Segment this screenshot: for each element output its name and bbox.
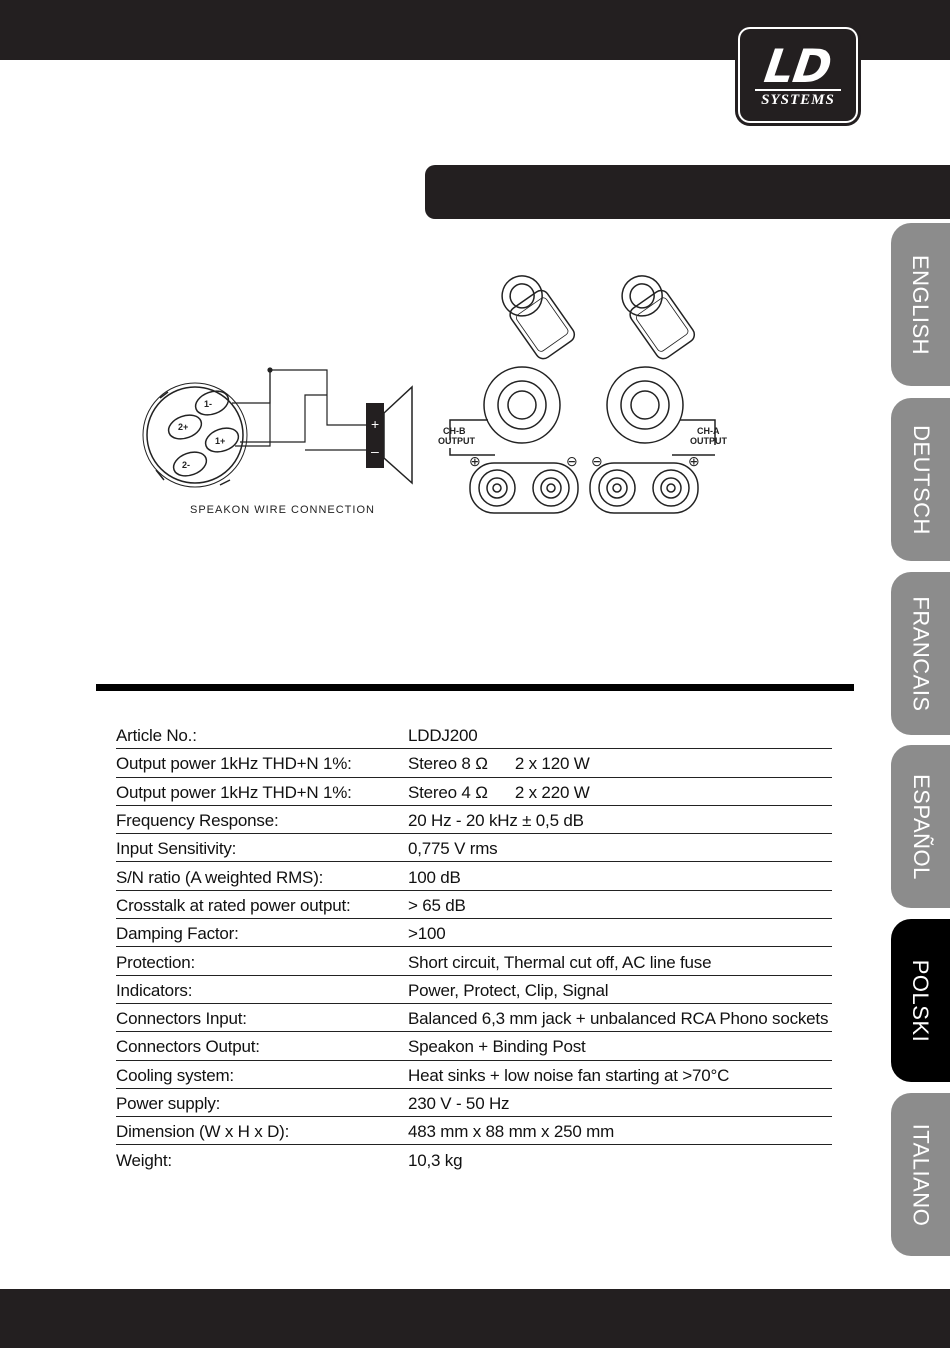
spec-value: 100 dB bbox=[408, 867, 461, 887]
bottom-footer-bar bbox=[0, 1289, 950, 1348]
ch-a-label: CH-A bbox=[697, 426, 720, 436]
spec-label: Cooling system: bbox=[116, 1065, 234, 1085]
speaker-minus: – bbox=[371, 443, 379, 459]
pin-1-minus: 1- bbox=[204, 399, 213, 409]
wiring bbox=[232, 368, 368, 450]
table-row bbox=[116, 1089, 832, 1117]
logo-main-text: LD bbox=[761, 38, 835, 93]
spec-label: Connectors Input: bbox=[116, 1009, 247, 1029]
table-row bbox=[116, 947, 832, 975]
tab-label: ESPAÑOL bbox=[908, 773, 934, 880]
table-row bbox=[116, 1004, 832, 1032]
logo-sub-text: SYSTEMS bbox=[755, 89, 841, 108]
spec-value: 10,3 kg bbox=[408, 1150, 463, 1170]
rear-panel-illustration bbox=[450, 270, 715, 513]
spec-label: Article No.: bbox=[116, 726, 197, 746]
ch-b-output-label: OUTPUT bbox=[438, 436, 475, 446]
tab-english[interactable] bbox=[891, 223, 950, 386]
tab-label: DEUTSCH bbox=[908, 424, 934, 535]
table-row bbox=[116, 749, 832, 777]
spec-label: Protection: bbox=[116, 952, 196, 972]
speaker-illustration bbox=[366, 387, 412, 483]
spec-label: Power supply: bbox=[116, 1094, 221, 1113]
table-row bbox=[116, 806, 832, 834]
spec-label: Crosstalk at rated power output: bbox=[116, 895, 351, 915]
spec-value: Power, Protect, Clip, Signal bbox=[408, 980, 609, 1000]
pin-2-plus: 2+ bbox=[178, 422, 189, 432]
table-row bbox=[116, 1061, 832, 1089]
spec-label: Frequency Response: bbox=[116, 811, 279, 831]
pin-2-minus: 2- bbox=[182, 460, 191, 470]
spec-value: 230 V - 50 Hz bbox=[408, 1094, 510, 1113]
table-row bbox=[116, 891, 832, 919]
spec-label: S/N ratio (A weighted RMS): bbox=[116, 867, 324, 887]
tab-label: ITALIANO bbox=[908, 1123, 934, 1226]
table-row bbox=[116, 1032, 832, 1060]
table-row bbox=[116, 721, 832, 749]
spec-label: Damping Factor: bbox=[116, 924, 239, 944]
tab-polski[interactable] bbox=[891, 919, 950, 1082]
spec-label: Weight: bbox=[116, 1150, 172, 1170]
tab-label: FRANCAIS bbox=[908, 595, 934, 712]
tab-espanol[interactable] bbox=[891, 745, 950, 908]
section-title-bar bbox=[425, 165, 950, 219]
diagram-caption: SPEAKON WIRE CONNECTION bbox=[190, 504, 375, 516]
spec-value: Short circuit, Thermal cut off, AC line fuse bbox=[408, 952, 712, 972]
spec-value: 483 mm x 88 mm x 250 mm bbox=[408, 1122, 615, 1142]
tab-deutsch[interactable] bbox=[891, 398, 950, 561]
spec-value: LDDJ200 bbox=[408, 726, 478, 746]
spec-label: Output power 1kHz THD+N 1%: bbox=[116, 754, 352, 774]
table-row bbox=[116, 862, 832, 890]
table-row bbox=[116, 1145, 832, 1172]
tab-label: ENGLISH bbox=[908, 254, 934, 355]
table-row bbox=[116, 1117, 832, 1145]
spec-value: 0,775 V rms bbox=[408, 839, 498, 859]
polarity-minus-a: ⊖ bbox=[591, 453, 603, 469]
spec-value: 20 Hz - 20 kHz ± 0,5 dB bbox=[408, 811, 584, 831]
table-row bbox=[116, 919, 832, 947]
pin-1-plus: 1+ bbox=[215, 436, 226, 446]
spec-label: Connectors Output: bbox=[116, 1037, 260, 1057]
ch-a-output-label: OUTPUT bbox=[690, 436, 727, 446]
ch-b-label: CH-B bbox=[443, 426, 466, 436]
spec-label: Output power 1kHz THD+N 1%: bbox=[116, 782, 352, 802]
tab-italiano[interactable] bbox=[891, 1093, 950, 1256]
polarity-plus-a: ⊕ bbox=[688, 453, 700, 469]
table-row bbox=[116, 976, 832, 1004]
spec-value: Stereo 4 Ω 2 x 220 W bbox=[408, 782, 590, 802]
spec-label: Indicators: bbox=[116, 980, 193, 1000]
spec-value: > 65 dB bbox=[408, 895, 466, 915]
spec-label: Dimension (W x H x D): bbox=[116, 1122, 290, 1142]
spec-value: >100 bbox=[408, 924, 446, 944]
ld-systems-logo bbox=[738, 27, 858, 123]
spec-value: Balanced 6,3 mm jack + unbalanced RCA Phono sockets bbox=[408, 1009, 829, 1029]
table-row bbox=[116, 834, 832, 862]
spec-value: Stereo 8 Ω 2 x 120 W bbox=[408, 754, 590, 774]
polarity-minus-b: ⊖ bbox=[566, 453, 578, 469]
spec-value: Speakon + Binding Post bbox=[408, 1037, 586, 1057]
polarity-plus-b: ⊕ bbox=[469, 453, 481, 469]
speaker-plus: + bbox=[371, 416, 380, 432]
section-divider bbox=[96, 684, 854, 691]
speakon-socket-illustration bbox=[143, 383, 247, 487]
specifications-table bbox=[116, 721, 832, 1173]
table-row bbox=[116, 778, 832, 806]
spec-value: Heat sinks + low noise fan starting at >70°C bbox=[408, 1065, 730, 1085]
spec-label: Input Sensitivity: bbox=[116, 839, 237, 859]
tab-francais[interactable] bbox=[891, 572, 950, 735]
speakon-connection-diagram bbox=[140, 270, 740, 530]
tab-label: POLSKI bbox=[908, 959, 934, 1042]
